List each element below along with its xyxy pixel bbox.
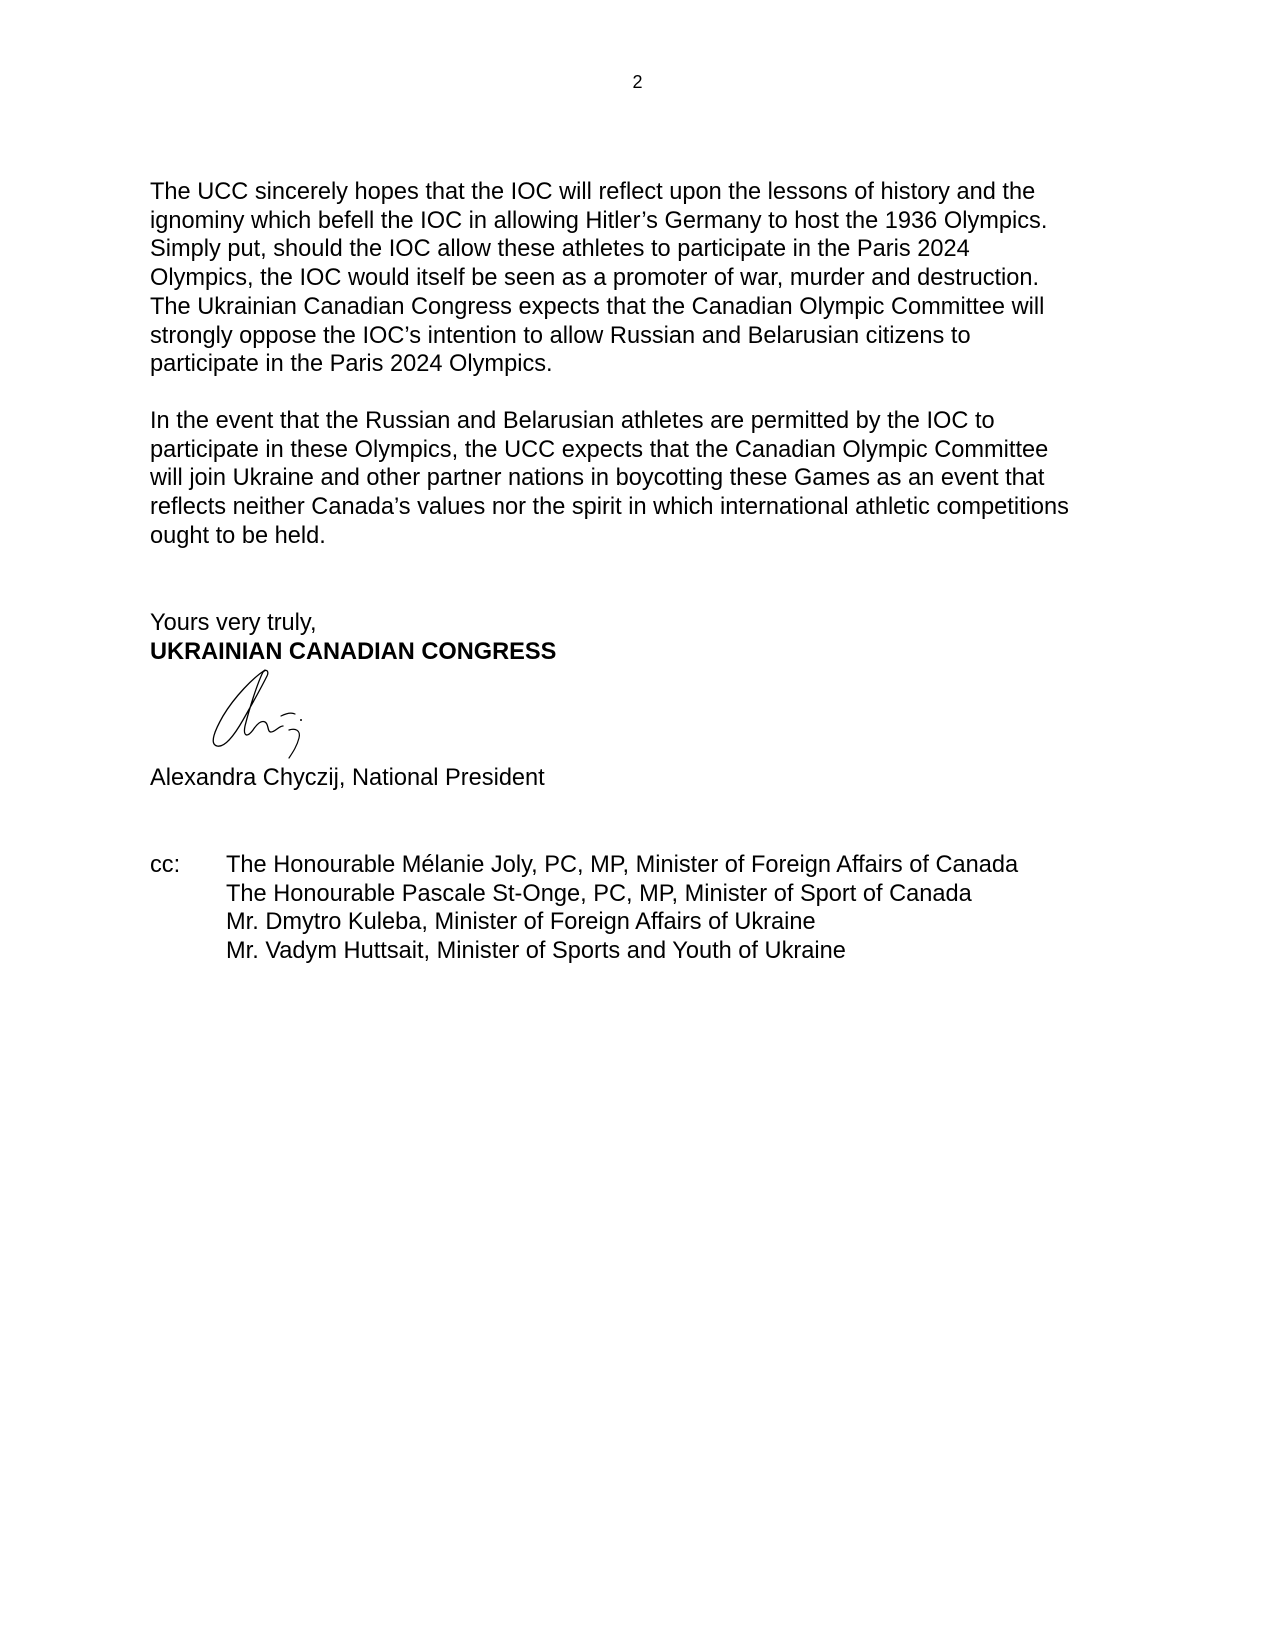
paragraph-line: The UCC sincerely hopes that the IOC will reflect upon the lessons of history and the bbox=[150, 179, 1036, 205]
paragraph-line: ignominy which befell the IOC in allowing Hitler’s Germany to host the 1936 Olympics. bbox=[150, 207, 1048, 234]
cc-recipient: The Honourable Pascale St-Onge, PC, MP, Minister of Sport of Canada bbox=[226, 880, 972, 907]
paragraph-line: participate in the Paris 2024 Olympics. bbox=[150, 351, 553, 378]
body-paragraph-1 bbox=[150, 178, 1160, 379]
paragraph-line: Simply put, should the IOC allow these athletes to participate in the Paris 2024 bbox=[150, 236, 970, 263]
cc-recipient-list bbox=[226, 851, 1018, 966]
signer-name: Alexandra Chyczij, National President bbox=[150, 765, 545, 791]
paragraph-line: In the event that the Russian and Belarusian athletes are permitted by the IOC to bbox=[150, 408, 995, 434]
body-paragraph-2 bbox=[150, 407, 1160, 551]
salutation: Yours very truly, bbox=[150, 610, 317, 636]
cc-recipient: Mr. Dmytro Kuleba, Minister of Foreign Affairs of Ukraine bbox=[226, 909, 816, 936]
paragraph-line: will join Ukraine and other partner nations in boycotting these Games as an event that bbox=[150, 465, 1045, 492]
cc-recipient: Mr. Vadym Huttsait, Minister of Sports and Youth of Ukraine bbox=[226, 938, 846, 965]
paragraph-line: participate in these Olympics, the UCC expects that the Canadian Olympic Committee bbox=[150, 436, 1049, 463]
paragraph-line: reflects neither Canada’s values nor the spirit in which international athletic competitions bbox=[150, 494, 1069, 521]
handwritten-signature bbox=[205, 664, 315, 760]
cc-label: cc: bbox=[150, 852, 181, 878]
page-number: 2 bbox=[632, 72, 643, 92]
closing-block bbox=[150, 609, 556, 666]
cc-recipient: The Honourable Mélanie Joly, PC, MP, Minister of Foreign Affairs of Canada bbox=[226, 852, 1019, 878]
paragraph-line: Olympics, the IOC would itself be seen as a promoter of war, murder and destruction. bbox=[150, 265, 1040, 292]
paragraph-line: The Ukrainian Canadian Congress expects that the Canadian Olympic Committee will bbox=[150, 293, 1045, 320]
paragraph-line: strongly oppose the IOC’s intention to allow Russian and Belarusian citizens to bbox=[150, 322, 971, 349]
paragraph-line: ought to be held. bbox=[150, 522, 326, 549]
organization-name: UKRAINIAN CANADIAN CONGRESS bbox=[150, 638, 557, 665]
